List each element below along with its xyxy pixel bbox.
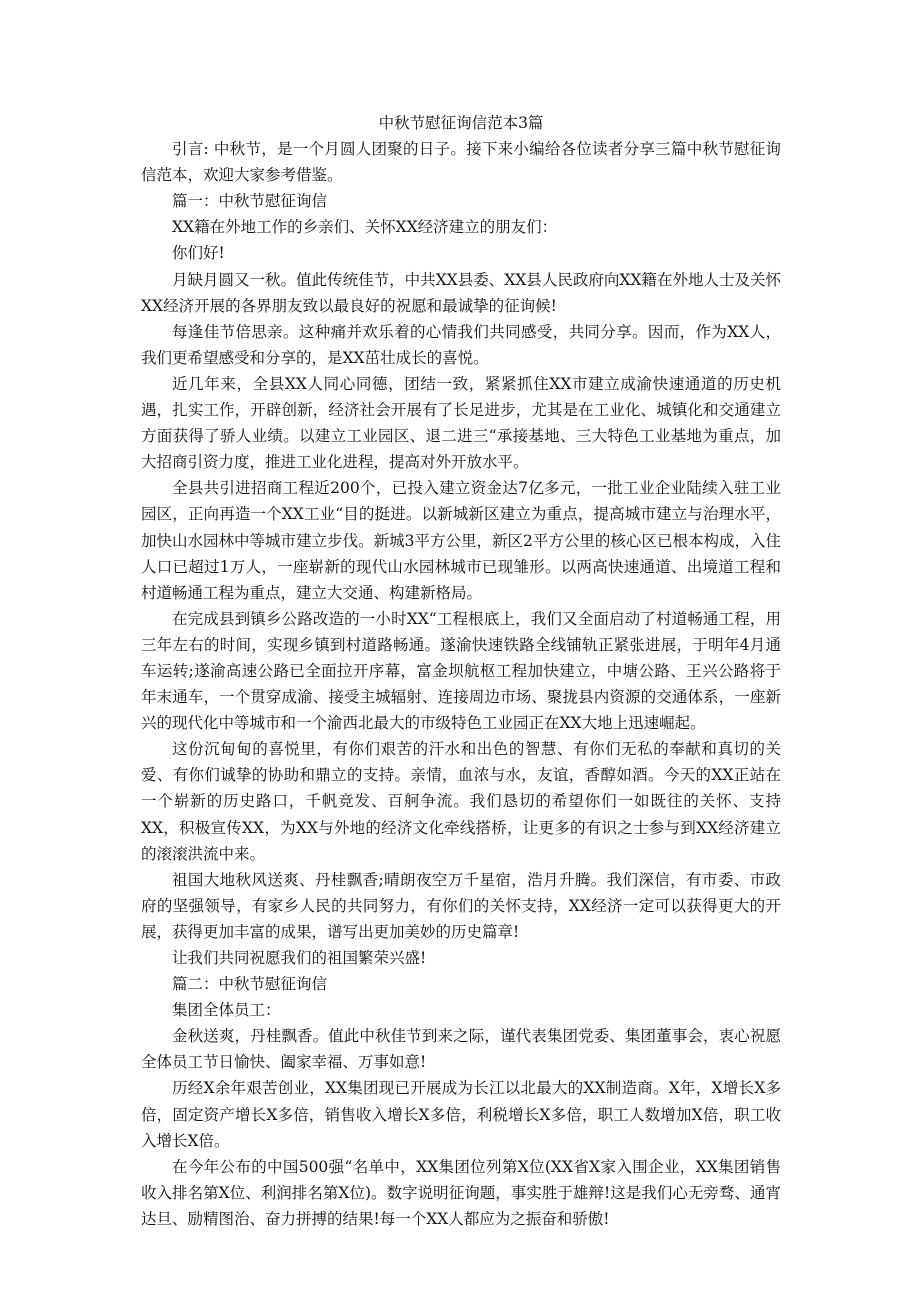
- paragraph: 这份沉甸甸的喜悦里，有你们艰苦的汗水和出色的智慧、有你们无私的奉献和真切的关爱、有你们诚挚的协助和鼎立的支持。亲情，血浓与水，友谊，香醇如酒。今天的XX正站在一个崭新的历史路口，千帆竞发、百舸争流。我们恳切的希望你们一如既往的关怀、支持XX，积极宣传XX，为XX与外地的经济文化牵线搭桥，让更多的有识之士参与到XX经济建立的滚滚洪流中来。: [141, 740, 781, 863]
- paragraph: 每逢佳节倍思亲。这种痛并欢乐着的心情我们共同感受，共同分享。因而，作为XX人，我们更希望感受和分享的，是XX茁壮成长的喜悦。: [141, 322, 781, 367]
- paragraph: 让我们共同祝愿我们的祖国繁荣兴盛!: [172, 949, 427, 967]
- salutation-1: XX籍在外地工作的乡亲们、关怀XX经济建立的朋友们：: [172, 218, 558, 237]
- greeting: 你们好!: [172, 244, 225, 263]
- paragraph: 在完成县到镇乡公路改造的一小时XX“工程根底上，我们又全面启动了村道畅通工程，用三年左右的时间，实现乡镇到村道路畅通。遂渝快速铁路全线铺轨正紧张进展，于明年4月通车运转;遂渝高速公路已全面拉开序幕，富金坝航枢工程加快建立，中塘公路、王兴公路将于年末通车，一个贯穿成渝、接受主城辐射、连接周边市场、聚拢县内资源的交通体系，一座新兴的现代化中等城市和一个渝西北最大的市级特色工业园正在XX大地上迅速崛起。: [141, 609, 781, 733]
- paragraph: 金秋送爽，丹桂飘香。值此中秋佳节到来之际，谨代表集团党委、集团董事会，衷心祝愿全体员工节日愉快、阖家幸福、万事如意!: [141, 1027, 781, 1072]
- salutation-2: 集团全体员工：: [172, 1001, 281, 1020]
- section-heading-2: 篇二：中秋节慰征询信: [172, 975, 328, 994]
- section-heading-1: 篇一：中秋节慰征询信: [172, 192, 328, 211]
- paragraph-intro: 引言: 中秋节，是一个月圆人团聚的日子。接下来小编给各位读者分享三篇中秋节慰征询信范本，欢迎大家参考借鉴。: [141, 140, 781, 185]
- document-title: 中秋节慰征询信范本3篇: [378, 114, 544, 132]
- paragraph: 祖国大地秋风送爽、丹桂飘香;晴朗夜空万千星宿，浩月升腾。我们深信，有市委、市政府的坚强领导，有家乡人民的共同努力，有你们的关怀支持，XX经济一定可以获得更大的开展，获得更加丰富的成果，谱写出更加美妙的历史篇章!: [141, 870, 781, 941]
- paragraph: 全县共引进招商工程近200个，已投入建立资金达7亿多元，一批工业企业陆续入驻工业园区，正向再造一个XX工业“目的挺进。以新城新区建立为重点，提高城市建立与治理水平，加快山水园林中等城市建立步伐。新城3平方公里，新区2平方公里的核心区已根本构成，入住人口已超过1万人，一座崭新的现代山水园林城市已现雏形。以两高快速通道、出境道工程和村道畅通工程为重点，建立大交通、构建新格局。: [141, 479, 781, 602]
- paragraph: 历经X余年艰苦创业，XX集团现已开展成为长江以北最大的XX制造商。X年，X增长X多倍，固定资产增长X多倍，销售收入增长X多倍，利税增长X多倍，职工人数增加X倍，职工收入增长X倍。: [141, 1079, 781, 1150]
- document-page: [141, 110, 781, 1232]
- paragraph: 在今年公布的中国500强“名单中，XX集团位列第X位(XX省X家入围企业，XX集团销售收入排名第X位、利润排名第X位)。数字说明征询题，事实胜于雄辩!这是我们心无旁骛、通宵达旦、励精图治、奋力拼搏的结果!每一个XX人都应为之振奋和骄傲!: [141, 1157, 781, 1228]
- paragraph: 月缺月圆又一秋。值此传统佳节，中共XX县委、XX县人民政府向XX籍在外地人士及关怀XX经济开展的各界朋友致以最良好的祝愿和最诚挚的征询候!: [141, 270, 781, 315]
- paragraph: 近几年来，全县XX人同心同德，团结一致，紧紧抓住XX市建立成渝快速通道的历史机遇，扎实工作，开辟创新，经济社会开展有了长足进步，尤其是在工业化、城镇化和交通建立方面获得了骄人业绩。以建立工业园区、退二进三“承接基地、三大特色工业基地为重点，加大招商引资力度，推进工业化进程，提高对外开放水平。: [141, 374, 781, 472]
